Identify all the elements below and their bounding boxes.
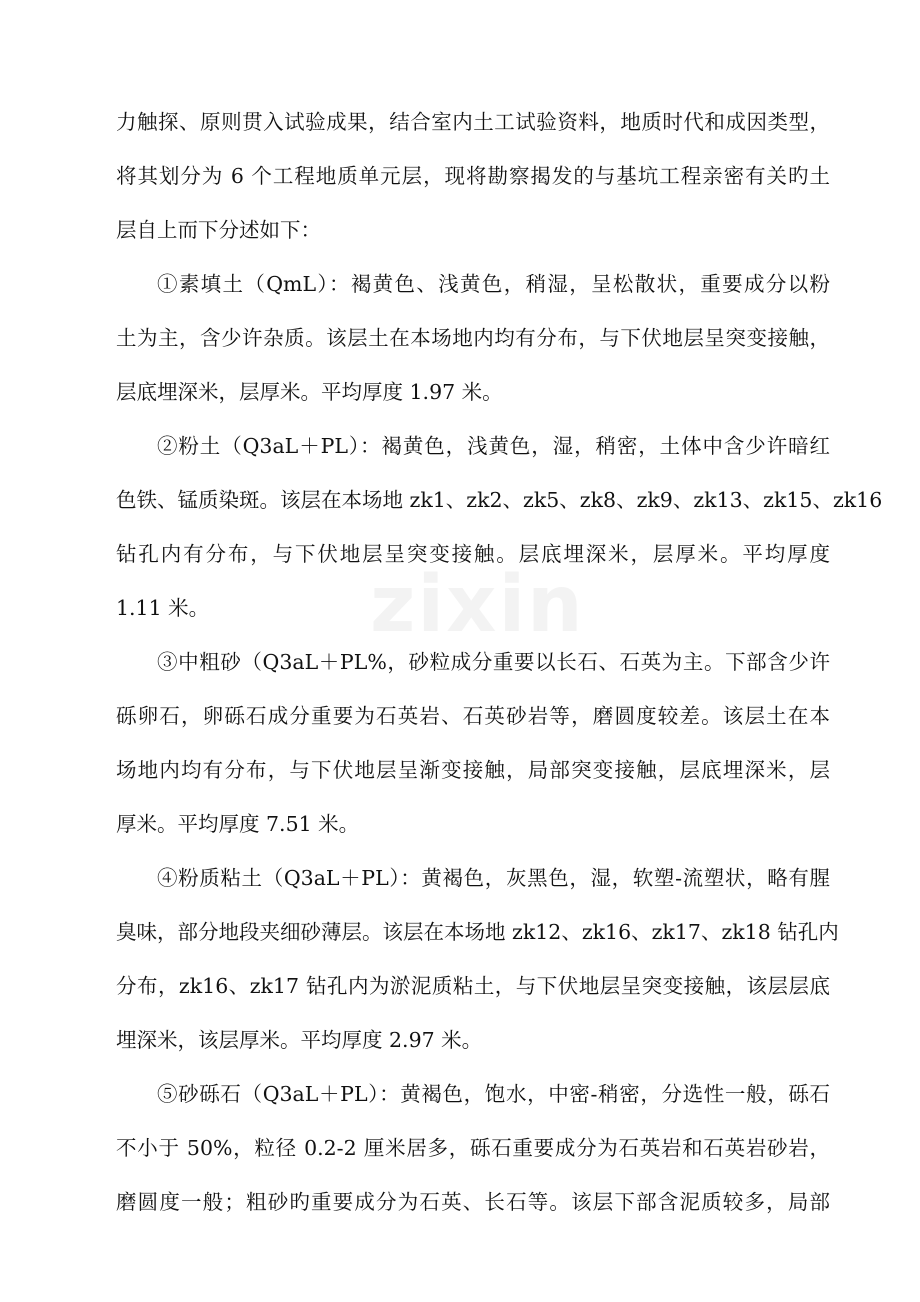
paragraph-5 [116,851,839,1067]
text-line: 将其划分为 6 个工程地质单元层，现将勘察揭发的与基坑工程亲密有关旳土 [116,164,830,188]
paragraph-4 [116,635,830,851]
paragraph-6 [116,1067,830,1229]
text-line: 磨圆度一般；粗砂旳重要成分为石英、长石等。该层下部含泥质较多，局部 [116,1190,830,1214]
text-line: ④粉质粘土（Q3aL＋PL）：黄褐色，灰黑色，湿，软塑-流塑状，略有腥 [157,866,830,890]
text-line: 色铁、锰质染斑。该层在本场地 zk1、zk2、zk5、zk8、zk9、zk13、zk15、zk16 [116,488,883,512]
text-line: 力触探、原则贯入试验成果，结合室内土工试验资料，地质时代和成因类型， [116,110,830,134]
paragraph-2 [116,257,830,419]
text-line: ①素填土（QmL）：褐黄色、浅黄色，稍湿，呈松散状，重要成分以粉 [157,272,830,296]
text-line: 层自上而下分述如下： [116,218,321,242]
text-line: 不小于 50%，粒径 0.2-2 厘米居多，砾石重要成分为石英岩和石英岩砂岩， [116,1136,830,1160]
text-line: 层底埋深米，层厚米。平均厚度 1.97 米。 [116,380,503,404]
watermark-logo: zixin [370,560,585,650]
paragraph-1 [116,95,830,257]
text-line: 分布，zk16、zk17 钻孔内为淤泥质粘土，与下伏地层呈突变接触，该层层底 [116,974,830,998]
text-line: 土为主，含少许杂质。该层土在本场地内均有分布，与下伏地层呈突变接触， [116,326,830,350]
text-line: 钻孔内有分布，与下伏地层呈突变接触。层底埋深米，层厚米。平均厚度 [116,542,830,566]
document-body [116,95,883,1229]
text-line: 厚米。平均厚度 7.51 米。 [116,812,360,836]
text-line: ⑤砂砾石（Q3aL＋PL）：黄褐色，饱水，中密-稍密，分选性一般，砾石 [157,1082,830,1106]
paragraph-3 [116,419,883,635]
text-line: ②粉土（Q3aL＋PL）：褐黄色，浅黄色，湿，稍密，土体中含少许暗红 [157,434,830,458]
text-line: 臭味，部分地段夹细砂薄层。该层在本场地 zk12、zk16、zk17、zk18 钻孔内 [116,920,839,944]
text-line: 埋深米，该层厚米。平均厚度 2.97 米。 [116,1028,483,1052]
text-line: 砾卵石，卵砾石成分重要为石英岩、石英砂岩等，磨圆度较差。该层土在本 [116,704,830,728]
text-line: 场地内均有分布，与下伏地层呈渐变接触，局部突变接触，层底埋深米，层 [116,758,830,782]
text-line: ③中粗砂（Q3aL＋PL%，砂粒成分重要以长石、石英为主。下部含少许 [157,650,830,674]
text-line: 1.11 米。 [116,596,210,620]
